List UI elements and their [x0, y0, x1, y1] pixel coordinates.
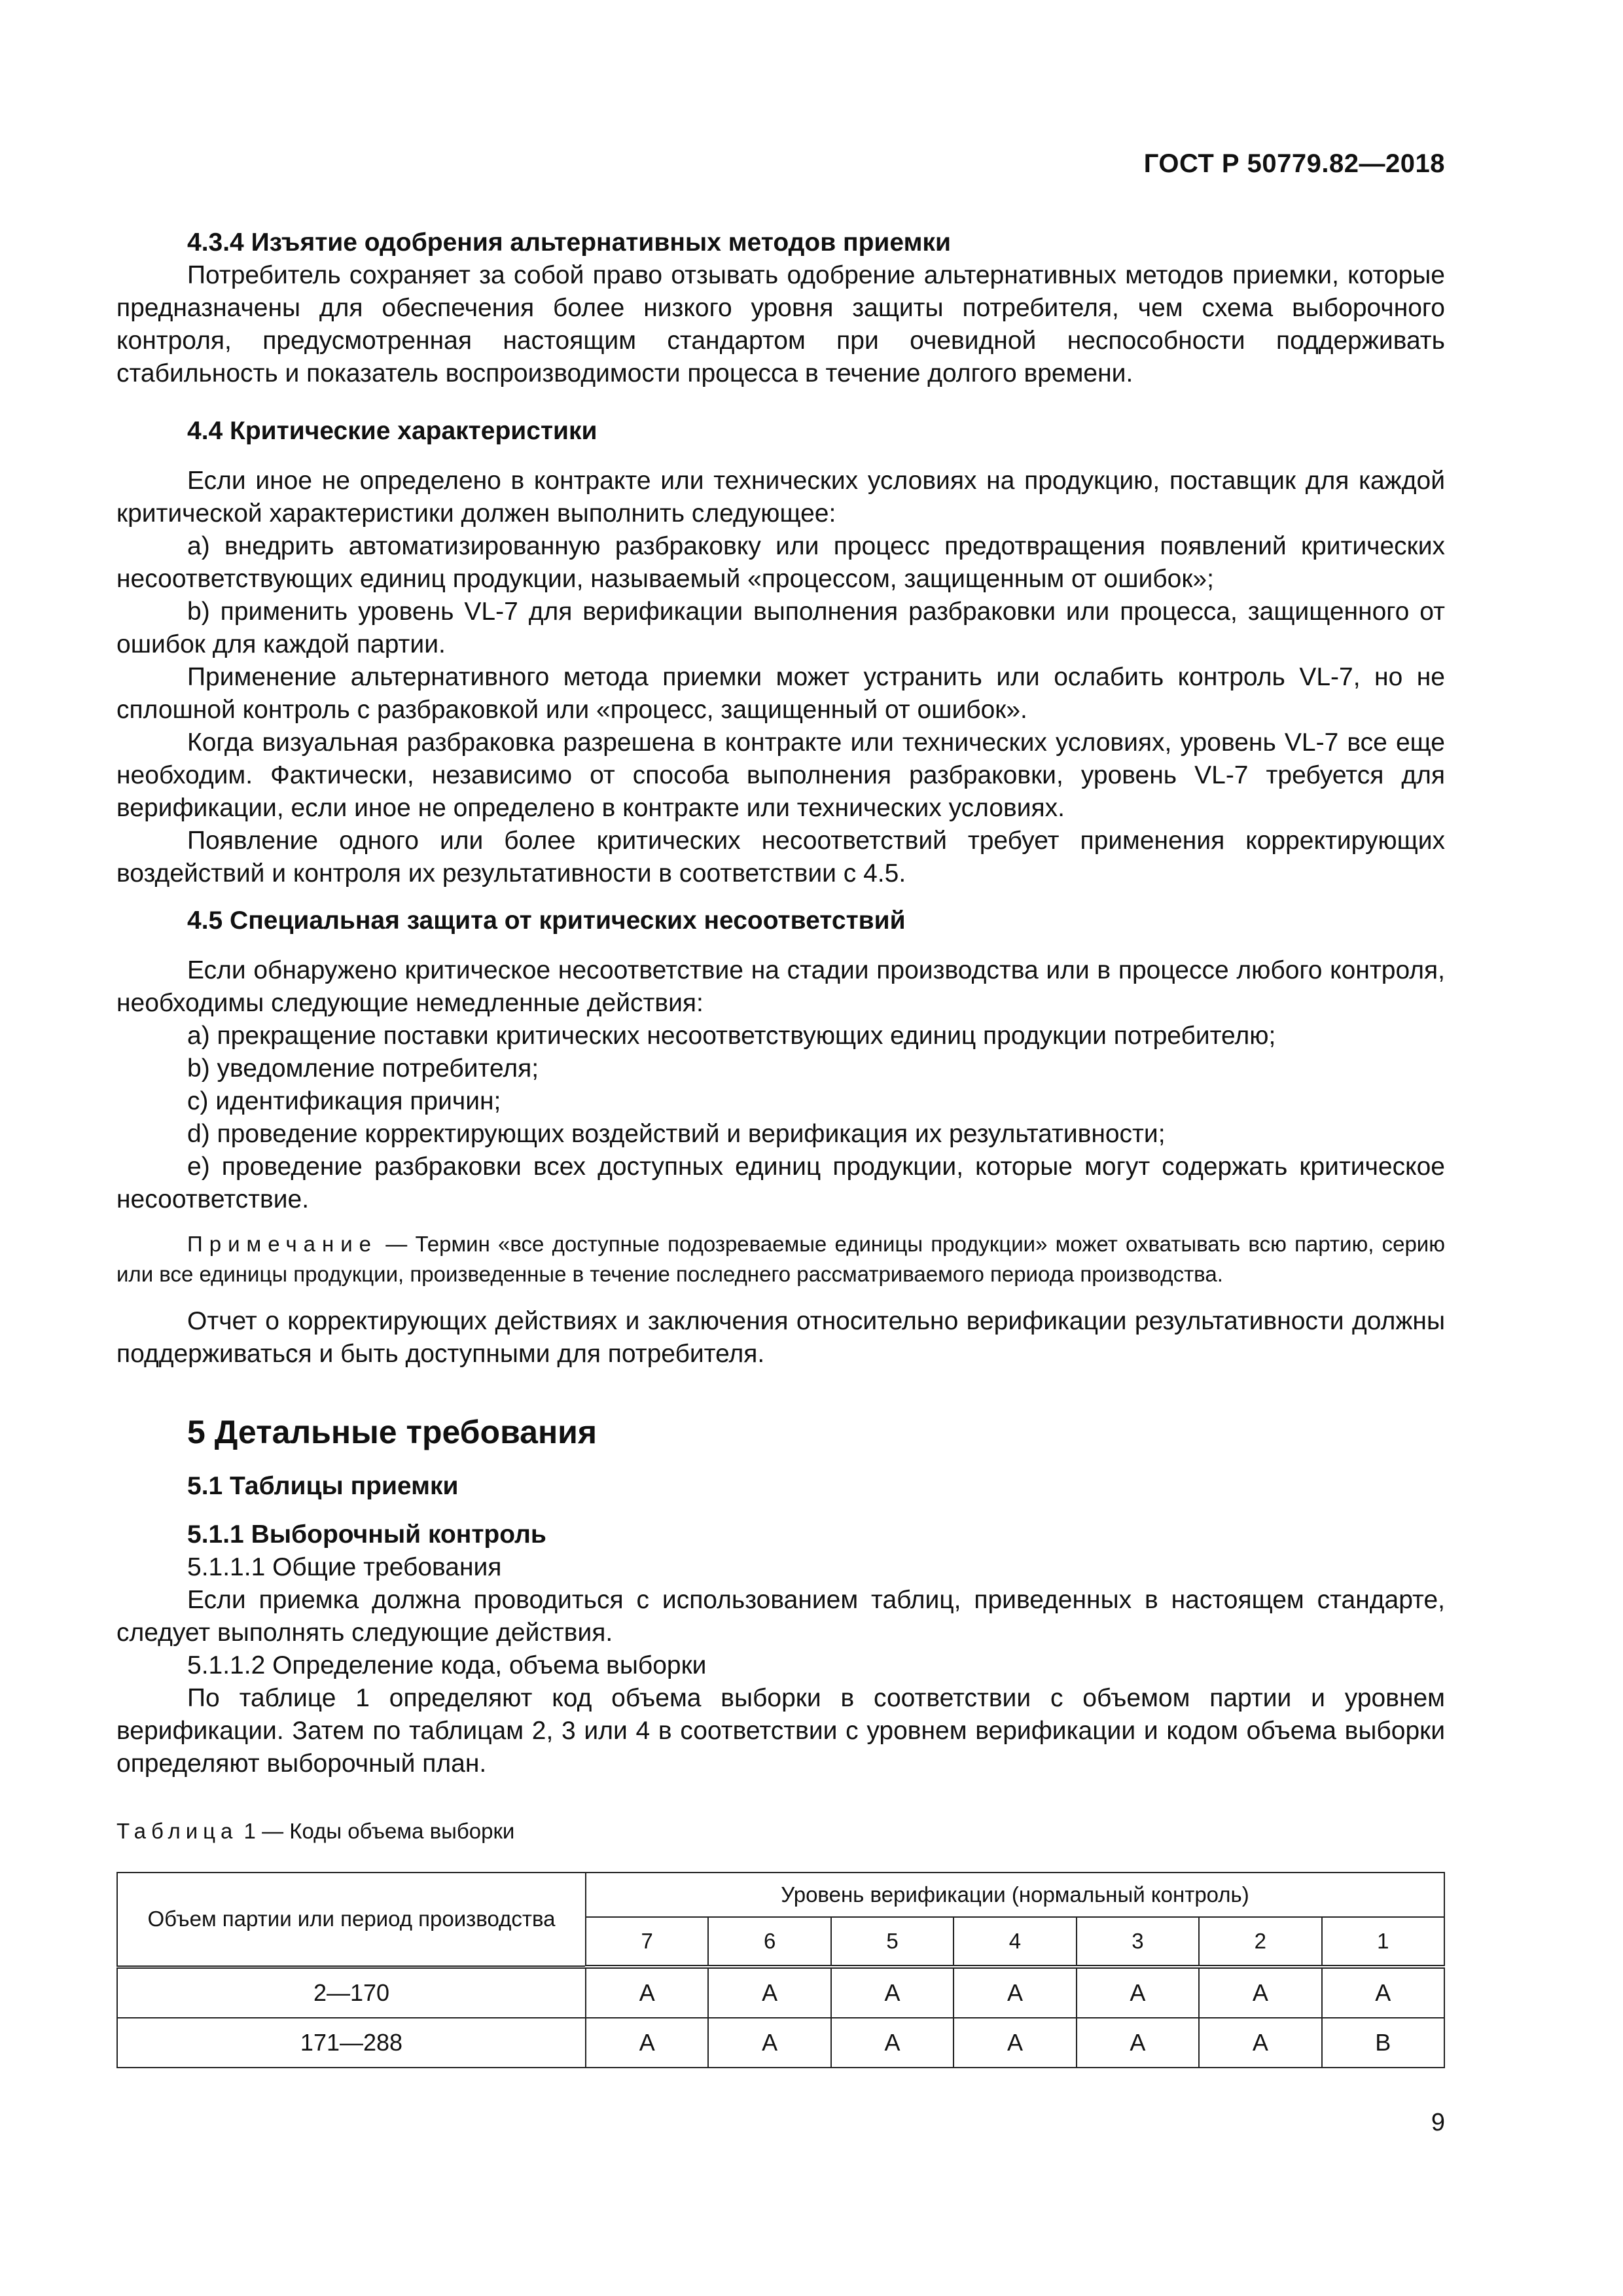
- note: [116, 1229, 1445, 1289]
- column-header-lot-size: Объем партии или период производства: [117, 1873, 586, 1967]
- sample-size-code-table: [116, 1872, 1445, 2068]
- column-header-verification-level: Уровень верификации (нормальный контроль): [586, 1873, 1444, 1917]
- list-item: а) внедрить автоматизированную разбраковку или процесс предотвращения появлений критических несоответствующих единиц продукции, называемый «процессом, защищенным от ошибок»;: [116, 532, 1445, 593]
- subsection-title: 5.1.1.1 Общие требования: [187, 1553, 502, 1581]
- code-cell: A: [708, 1967, 830, 2018]
- code-cell: A: [831, 1967, 954, 2018]
- code-cell: A: [1322, 1967, 1444, 2018]
- level-header: 1: [1322, 1917, 1444, 1967]
- list-item: b) уведомление потребителя;: [187, 1054, 539, 1083]
- paragraph: Если приемка должна проводиться с использованием таблиц, приведенных в настоящем стандарте, следует выполнять следующие действия.: [116, 1586, 1445, 1647]
- section-4-4: [116, 415, 1445, 890]
- level-header: 3: [1077, 1917, 1199, 1967]
- paragraph: Если иное не определено в контракте или технических условиях на продукцию, поставщик для каждой критической характеристики должен выполнить следующее:: [116, 467, 1445, 528]
- document-standard-number: ГОСТ Р 50779.82—2018: [1143, 149, 1445, 178]
- chapter-heading: 5 Детальные требования: [187, 1414, 597, 1450]
- table-caption: [116, 1817, 1445, 1846]
- list-item: b) применить уровень VL-7 для верификации выполнения разбраковки или процесса, защищенного от ошибок для каждой партии.: [116, 598, 1445, 658]
- paragraph: Когда визуальная разбраковка разрешена в контракте или технических условиях, уровень VL-7 все еще необходим. Фактически, независимо от способа выполнения разбраковки, уровень VL-7 требуется для верификации, если иное не определено в контракте или технических условиях.: [116, 728, 1445, 822]
- level-header: 2: [1199, 1917, 1321, 1967]
- level-header: 7: [586, 1917, 708, 1967]
- table-caption-label: Таблица: [116, 1819, 238, 1843]
- level-header: 6: [708, 1917, 830, 1967]
- code-cell: A: [1077, 1967, 1199, 2018]
- paragraph: Отчет о корректирующих действиях и заключения относительно верификации результативности должны поддерживаться и быть доступными для потребителя.: [116, 1307, 1445, 1368]
- section-5: [116, 1412, 1445, 1780]
- table-row: [117, 1967, 1444, 2018]
- table-1-block: [116, 1817, 1445, 2068]
- code-cell: A: [1199, 2018, 1321, 2068]
- code-cell: A: [708, 2018, 830, 2068]
- note-text: — Термин «все доступные подозреваемые единицы продукции» может охватывать всю партию, серию или все единицы продукции, произведенные в течение последнего рассматриваемого периода производства.: [116, 1232, 1445, 1286]
- list-item: c) идентификация причин;: [187, 1087, 501, 1115]
- lot-size-cell: 171—288: [117, 2018, 586, 2068]
- code-cell: A: [1199, 1967, 1321, 2018]
- table-row: [117, 2018, 1444, 2068]
- section-heading: 4.4 Критические характеристики: [187, 417, 597, 445]
- code-cell: B: [1322, 2018, 1444, 2068]
- code-cell: A: [954, 2018, 1076, 2068]
- paragraph: По таблице 1 определяют код объема выборки в соответствии с объемом партии и уровнем верификации. Затем по таблицам 2, 3 или 4 в соответствии с уровнем верификации и кодом объема выборки определяют выборочный план.: [116, 1684, 1445, 1778]
- code-cell: A: [1077, 2018, 1199, 2068]
- subsection-title: 5.1.1.2 Определение кода, объема выборки: [187, 1651, 707, 1679]
- paragraph: Потребитель сохраняет за собой право отзывать одобрение альтернативных методов приемки, которые предназначены для обеспечения более низкого уровня защиты потребителя, чем схема выборочного контроля, предусмотренная настоящим стандартом при очевидной неспособности поддерживать стабильность и показатель воспроизводимости процесса в течение долгого времени.: [116, 261, 1445, 387]
- level-header: 5: [831, 1917, 954, 1967]
- section-heading: 5.1.1 Выборочный контроль: [187, 1520, 546, 1549]
- note-label: Примечание: [187, 1232, 378, 1256]
- table-caption-text: 1 — Коды объема выборки: [238, 1819, 515, 1843]
- section-4-5: [116, 905, 1445, 1371]
- lot-size-cell: 2—170: [117, 1967, 586, 2018]
- paragraph: Появление одного или более критических несоответствий требует применения корректирующих воздействий и контроля их результативности в соответствии с 4.5.: [116, 827, 1445, 888]
- section-4-3-4: [116, 226, 1445, 390]
- code-cell: A: [586, 2018, 708, 2068]
- list-item: d) проведение корректирующих воздействий и верификация их результативности;: [187, 1120, 1166, 1148]
- paragraph: Применение альтернативного метода приемки может устранить или ослабить контроль VL-7, но не сплошной контроль с разбраковкой или «процесс, защищенный от ошибок».: [116, 663, 1445, 724]
- paragraph: Если обнаружено критическое несоответствие на стадии производства или в процессе любого контроля, необходимы следующие немедленные действия:: [116, 956, 1445, 1017]
- section-heading: 5.1 Таблицы приемки: [187, 1472, 459, 1500]
- code-cell: A: [831, 2018, 954, 2068]
- list-item: а) прекращение поставки критических несоответствующих единиц продукции потребителю;: [187, 1022, 1276, 1050]
- code-cell: A: [586, 1967, 708, 2018]
- section-heading: 4.3.4 Изъятие одобрения альтернативных методов приемки: [187, 228, 951, 257]
- code-cell: A: [954, 1967, 1076, 2018]
- list-item: e) проведение разбраковки всех доступных единиц продукции, которые могут содержать критическое несоответствие.: [116, 1153, 1445, 1213]
- section-heading: 4.5 Специальная защита от критических несоответствий: [187, 906, 906, 935]
- level-header: 4: [954, 1917, 1076, 1967]
- page-number: 9: [1431, 2109, 1445, 2136]
